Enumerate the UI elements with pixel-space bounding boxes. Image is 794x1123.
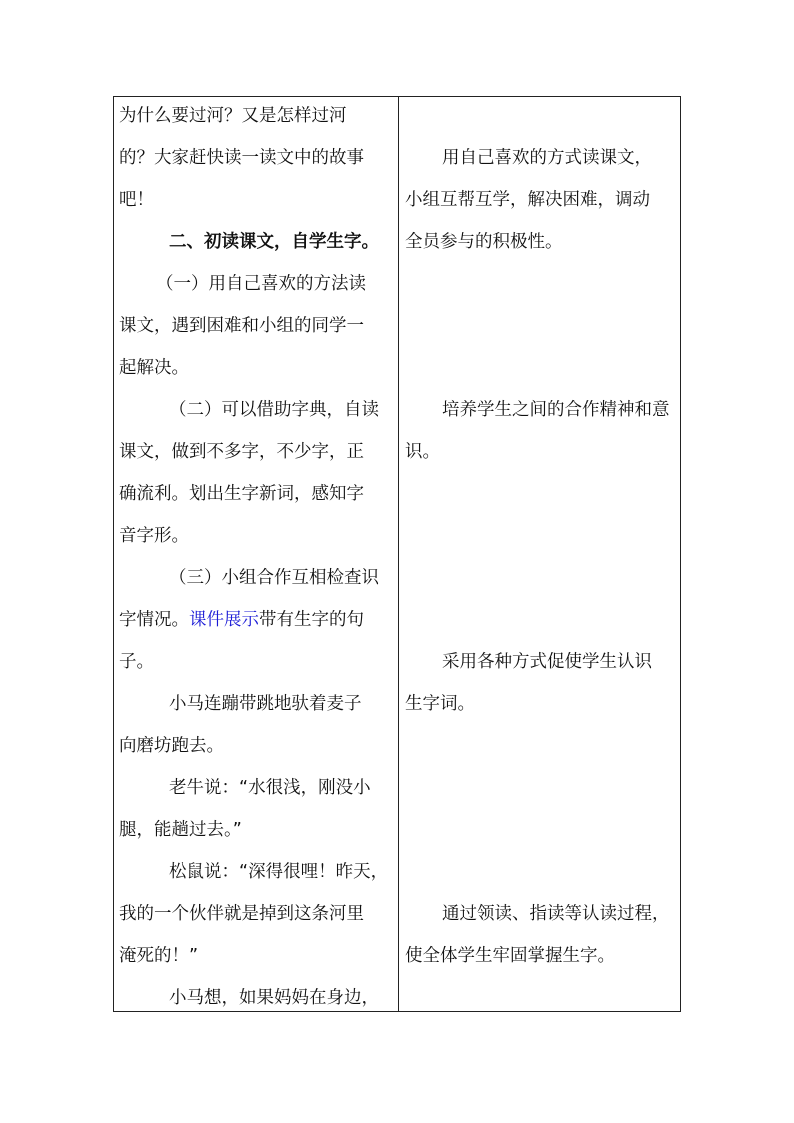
text-line: 使全体学生牢固掌握生字。 — [405, 946, 615, 966]
text-line: （一）用自己喜欢的方法读 — [156, 274, 366, 294]
text-line: 小马想，如果妈妈在身边， — [169, 988, 379, 1008]
text-line: 老牛说：“水很浅，刚没小 — [169, 778, 371, 798]
text-line: 为什么要过河？又是怎样过河 — [119, 106, 347, 126]
text-line: 的？大家赶快读一读文中的故事 — [119, 148, 364, 168]
text-line: 确流利。划出生字新词，感知字 — [119, 484, 364, 504]
text-line: 小马连蹦带跳地驮着麦子 — [169, 694, 362, 714]
text-line: 子。 — [119, 652, 154, 672]
section-heading: 二、初读课文，自学生字。 — [169, 232, 379, 252]
design-intent-cell — [399, 97, 681, 1011]
teaching-process-cell — [114, 97, 397, 1011]
text-line: 生字词。 — [405, 694, 475, 714]
text-line: 识。 — [405, 442, 440, 462]
text-line: 起解决。 — [119, 358, 189, 378]
text-line: 通过领读、指读等认读过程， — [442, 904, 670, 924]
text-line: 腿，能趟过去。” — [119, 820, 242, 840]
text-fragment: 字情况。 — [119, 610, 189, 630]
courseware-link[interactable]: 课件展示 — [189, 610, 259, 630]
text-fragment: 带有生字的句 — [259, 610, 364, 630]
text-line: 用自己喜欢的方式读课文， — [442, 148, 652, 168]
text-line: 课文，遇到困难和小组的同学一 — [119, 316, 364, 336]
text-line: 采用各种方式促使学生认识 — [442, 652, 652, 672]
text-line: 向磨坊跑去。 — [119, 736, 224, 756]
lesson-plan-table — [113, 96, 681, 1012]
text-line: （三）小组合作互相检查识 — [169, 568, 379, 588]
text-line: 培养学生之间的合作精神和意 — [442, 400, 670, 420]
text-line: 全员参与的积极性。 — [405, 232, 563, 252]
text-line — [119, 608, 364, 632]
text-line: 淹死的！” — [119, 946, 199, 966]
text-line: 课文，做到不多字，不少字，正 — [119, 442, 364, 462]
text-line: 松鼠说：“深得很哩！昨天， — [169, 862, 389, 882]
text-line: 音字形。 — [119, 526, 189, 546]
text-line: （二）可以借助字典，自读 — [169, 400, 379, 420]
text-line: 小组互帮互学，解决困难，调动 — [405, 190, 650, 210]
text-line: 吧！ — [119, 190, 154, 210]
text-line: 我的一个伙伴就是掉到这条河里 — [119, 904, 364, 924]
